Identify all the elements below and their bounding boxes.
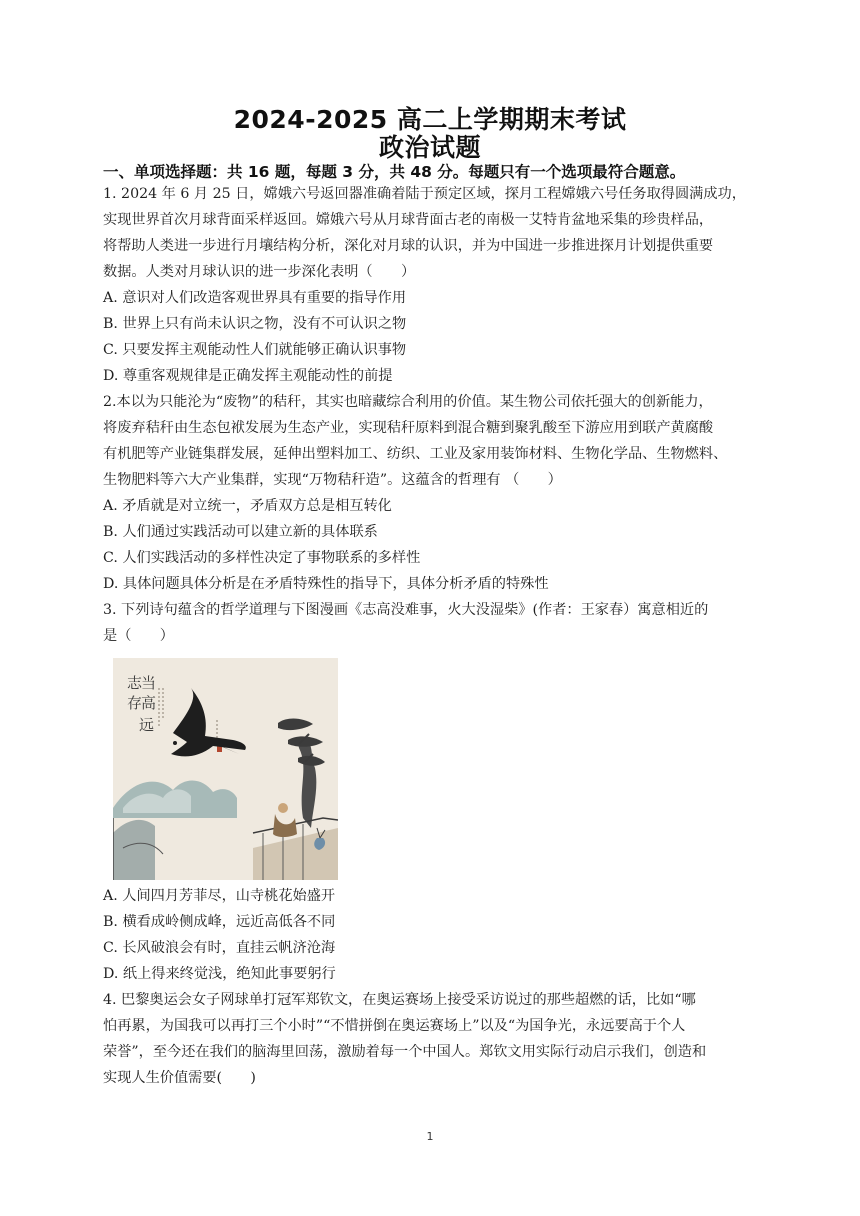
q1-option-b: B. 世界上只有尚未认识之物，没有不可认识之物 [103, 316, 407, 332]
q1-option-a: A. 意识对人们改造客观世界具有重要的指导作用 [103, 290, 407, 306]
q3-option-b: B. 横看成岭侧成峰，远近高低各不同 [103, 914, 336, 930]
q3-cartoon-image [113, 658, 338, 880]
q3-stem-line: 3. 下列诗句蕴含的哲学道理与下图漫画《志高没难事，火大没湿柴》(作者：王家春）寓意相近的 [103, 602, 709, 618]
q1-option-d: D. 尊重客观规律是正确发挥主观能动性的前提 [103, 368, 393, 384]
q3-option-d: D. 纸上得来终觉浅，绝知此事要躬行 [103, 966, 336, 982]
exam-title: 2024-2025 高二上学期期末考试 [233, 105, 627, 134]
q1-stem-line: 1. 2024 年 6 月 25 日，嫦娥六号返回器准确着陆于预定区域，探月工程嫦娥六号任务取得圆满成功， [103, 186, 746, 202]
page-number: 1 [426, 1130, 434, 1143]
q4-stem-line: 实现人生价值需要( ) [103, 1070, 256, 1086]
inscription-glyph: 远 [139, 716, 155, 734]
exam-subtitle: 政治试题 [378, 133, 481, 162]
q2-option-a: A. 矛盾就是对立统一，矛盾双方总是相互转化 [103, 498, 392, 514]
q4-stem-line: 怕再累，为国我可以再打三个小时”“不惜拼倒在奥运赛场上”以及“为国争光，永远要高于个人 [103, 1018, 686, 1034]
inscription-glyph: 志 [127, 674, 143, 692]
q2-stem-line: 将废弃秸秆由生态包袱发展为生态产业，实现秸秆原料到混合糖到聚乳酸至下游应用到联产黄腐酸 [103, 420, 714, 436]
inscription-glyph: 高 [141, 694, 157, 712]
q3-stem-line: 是（ ） [103, 628, 174, 644]
q1-option-c: C. 只要发挥主观能动性人们就能够正确认识事物 [103, 342, 407, 358]
q3-option-a: A. 人间四月芳菲尽，山寺桃花始盛开 [103, 888, 336, 904]
q1-stem-line: 将帮助人类进一步进行月壤结构分析，深化对月球的认识，并为中国进一步推进探月计划提供重要 [103, 238, 714, 254]
q2-option-b: B. 人们通过实践活动可以建立新的具体联系 [103, 524, 378, 540]
inscription-glyph: 当 [141, 674, 157, 692]
q1-stem-line: 实现世界首次月球背面采样返回。嫦娥六号从月球背面古老的南极一艾特肯盆地采集的珍贵样品， [103, 212, 714, 228]
q4-stem-line: 荣誉”，至今还在我们的脑海里回荡，激励着每一个中国人。郑钦文用实际行动启示我们，创造和 [103, 1044, 707, 1060]
q3-option-c: C. 长风破浪会有时，直挂云帆济沧海 [103, 940, 336, 956]
q1-stem-line: 数据。人类对月球认识的进一步深化表明（ ） [103, 264, 416, 280]
q2-stem-line: 有机肥等产业链集群发展，延伸出塑料加工、纺织、工业及家用装饰材料、生物化学品、生物燃料、 [103, 446, 728, 462]
q2-stem-line: 2.本以为只能沦为“废物”的秸秆，其实也暗藏综合利用的价值。某生物公司依托强大的创新能力， [103, 394, 713, 410]
section-heading: 一、单项选择题：共 16 题，每题 3 分，共 48 分。每题只有一个选项最符合题意。 [103, 163, 686, 181]
q2-option-c: C. 人们实践活动的多样性决定了事物联系的多样性 [103, 550, 421, 566]
q2-option-d: D. 具体问题具体分析是在矛盾特殊性的指导下，具体分析矛盾的特殊性 [103, 576, 549, 592]
q2-stem-line: 生物肥料等六大产业集群，实现“万物秸秆造”。这蕴含的哲理有 （ ） [103, 472, 562, 488]
q4-stem-line: 4. 巴黎奥运会女子网球单打冠军郑钦文，在奥运赛场上接受采访说过的那些超燃的话，比如“哪 [103, 992, 696, 1008]
inscription-glyph: 存 [127, 694, 143, 712]
